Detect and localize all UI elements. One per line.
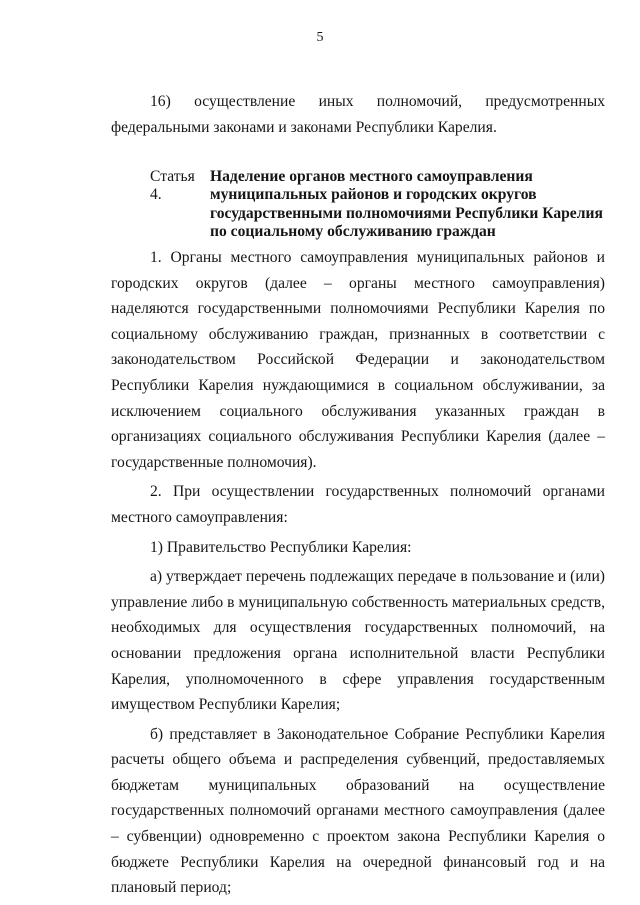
article-label: Статья 4. bbox=[150, 168, 195, 204]
paragraph-1: 1. Органы местного самоуправления муниципальных районов и городских округов (далее – органы местного самоуправления) наделяются государственными полномочиями Республики Карелия по социальному обслуживанию граждан, признанных в соответствии с законодательством Российской Федерации и законодательством Республики Карелия нуждающимися в социальном обслуживании, за исключением социального обслуживания указанных граждан в организациях социального обслуживания Республики Карелия (далее – государственные полномочия). bbox=[111, 249, 605, 471]
subparagraph-1: 1) Правительство Республики Карелия: bbox=[150, 538, 412, 556]
paragraph-item-16 bbox=[111, 89, 605, 140]
article-body bbox=[111, 245, 605, 901]
article-heading bbox=[150, 168, 610, 241]
article-title: Наделение органов местного самоуправления муниципальных районов и городских округов государственными полномочиями Республики Карелия по социальному обслуживанию граждан bbox=[210, 168, 603, 240]
subparagraph-a: а) утверждает перечень подлежащих передаче в пользование и (или) управление либо в муниципальную собственность материальных средств, необходимых для осуществления государственных полномочий, на основании предложения органа исполнительной власти Республики Карелия, уполномоченного в сфере управления государственным имуществом Республики Карелия; bbox=[111, 568, 605, 714]
paragraph-2: 2. При осуществлении государственных полномочий органами местного самоуправления: bbox=[111, 483, 605, 526]
page-number: 5 bbox=[316, 30, 324, 45]
paragraph-text: 16) осуществление иных полномочий, предусмотренных федеральными законами и законами Республики Карелия. bbox=[111, 93, 605, 136]
subparagraph-b: б) представляет в Законодательное Собрание Республики Карелия расчеты общего объема и распределения субвенций, предоставляемых бюджетам муниципальных образований на осуществление государственных полномочий органами местного самоуправления (далее – субвенции) одновременно с проектом закона Республики Карелия о бюджете Республики Карелия на очередной финансовый год и на плановый период; bbox=[111, 725, 605, 897]
